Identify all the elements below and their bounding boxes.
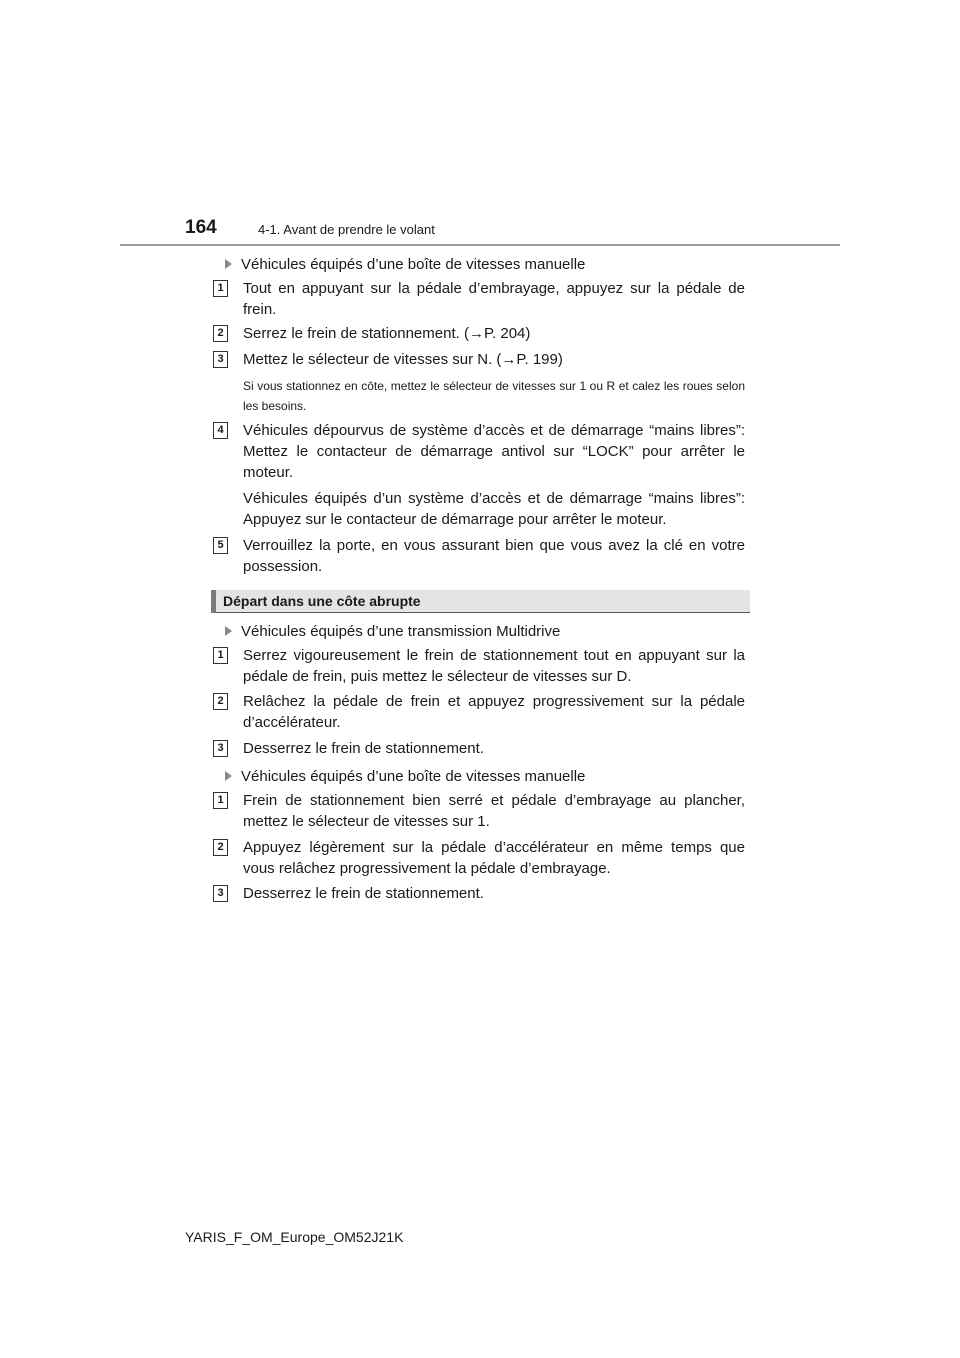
condition-text: Véhicules équipés d’une boîte de vitesses manuelle (241, 256, 586, 273)
step-number-box: 3 (213, 885, 228, 902)
step-text: Mettez le sélecteur de vitesses sur N. (→P. 199) (243, 351, 563, 368)
step-text: Serrez vigoureusement le frein de stationnement tout en appuyant sur la pédale de frein, puis mettez le sélecteur de vitesses sur D. (243, 647, 745, 685)
step-number-box: 2 (213, 325, 228, 342)
step-text: Frein de stationnement bien serré et pédale d’embrayage au plancher, mettez le sélecteur de vitesses sur 1. (243, 792, 745, 830)
triangle-bullet-icon (225, 771, 232, 781)
step-number-box: 1 (213, 792, 228, 809)
page-header (0, 0, 960, 250)
triangle-bullet-icon (225, 259, 232, 269)
step-number-box: 2 (213, 839, 228, 856)
step-number-box: 3 (213, 351, 228, 368)
step-text: Relâchez la pédale de frein et appuyez progressivement sur la pédale d’accélérateur. (243, 693, 745, 731)
step-number-box: 5 (213, 537, 228, 554)
step-number-box: 2 (213, 693, 228, 710)
step-text: Verrouillez la porte, en vous assurant bien que vous avez la clé en votre possession. (243, 537, 745, 575)
step-text: Desserrez le frein de stationnement. (243, 885, 484, 902)
condition-text: Véhicules équipés d’une boîte de vitesses manuelle (241, 768, 586, 785)
condition-manual-gearbox (225, 766, 585, 787)
step-number-box: 3 (213, 740, 228, 757)
triangle-bullet-icon (225, 626, 232, 636)
step-text: Tout en appuyant sur la pédale d’embrayage, appuyez sur la pédale de frein. (243, 280, 745, 318)
section-accent-bar (211, 590, 216, 613)
step-text: Serrez le frein de stationnement. (→P. 204) (243, 325, 531, 342)
step-4-continuation: Véhicules équipés d’un système d’accès et de démarrage “mains libres”: Appuyez sur le contacteur de démarrage pour arrêter le moteur. (243, 490, 745, 528)
page-number: 164 (185, 217, 217, 238)
step-text: Appuyez légèrement sur la pédale d’accélérateur en même temps que vous relâchez progressivement la pédale d’embrayage. (243, 839, 745, 877)
document-id: YARIS_F_OM_Europe_OM52J21K (185, 1229, 404, 1245)
condition-text: Véhicules équipés d’une transmission Multidrive (241, 623, 561, 640)
step-text: Véhicules dépourvus de système d’accès et de démarrage “mains libres”: Mettez le contacteur de démarrage antivol sur “LOCK” pour arrêter le moteur. (243, 422, 745, 481)
step-number-box: 4 (213, 422, 228, 439)
section-title: Départ dans une côte abrupte (223, 593, 421, 609)
chapter-title: 4-1. Avant de prendre le volant (258, 222, 435, 237)
header-divider (120, 244, 840, 246)
step-text: Desserrez le frein de stationnement. (243, 740, 484, 757)
note-text: Si vous stationnez en côte, mettez le sélecteur de vitesses sur 1 ou R et calez les roues selon les besoins. (243, 379, 745, 413)
step-number-box: 1 (213, 647, 228, 664)
condition-manual-gearbox (225, 254, 585, 275)
step-number-box: 1 (213, 280, 228, 297)
section-heading (211, 590, 750, 613)
condition-multidrive (225, 621, 560, 642)
